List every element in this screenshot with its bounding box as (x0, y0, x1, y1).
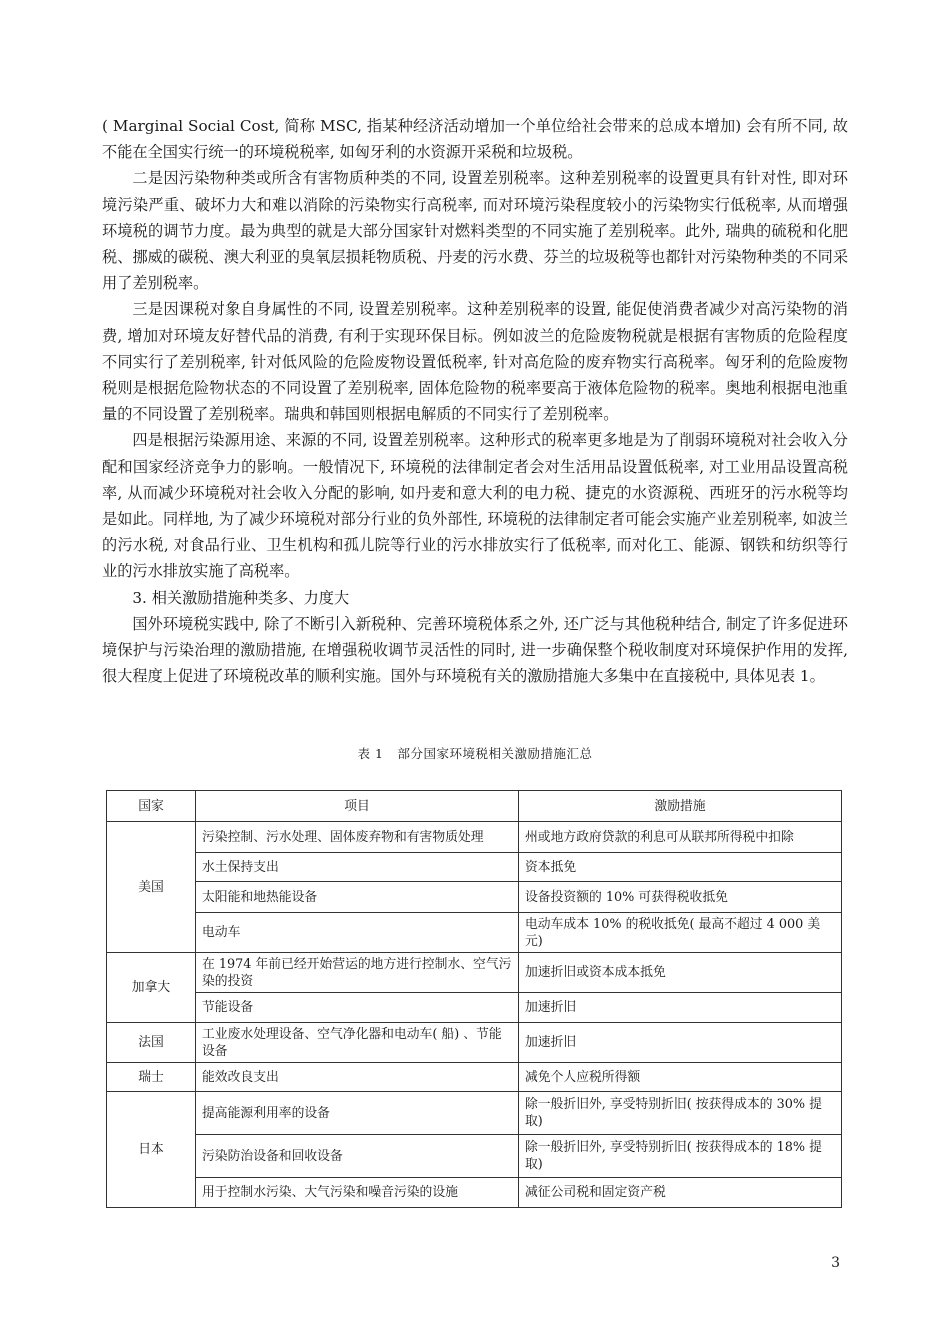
table-row (107, 913, 842, 953)
measure-cell: 加速折旧 (519, 1023, 842, 1063)
paragraph-pollution-source: 四是根据污染源用途、来源的不同, 设置差别税率。这种形式的税率更多地是为了削弱环境税对社会收入分配和国家经济竞争力的影响。一般情况下, 环境税的法律制定者会对生活用品设置低税率, 对工业用品设置高税率, 从而减少环境税对社会收入分配的影响, 如丹麦和意大利的电力税、捷克的水资源税、西班牙的污水税等均是如此。同样地, 为了减少环境税对部分行业的负外部性, 环境税的法律制定者可能会实施产业差别税率, 如波兰的污水税, 对食品行业、卫生机构和孤儿院等行业的污水排放实行了低税率, 而对化工、能源、钢铁和纺织等行业的污水排放实施了高税率。 (102, 431, 848, 581)
item-cell: 在 1974 年前已经开始营运的地方进行控制水、空气污染的投资 (196, 953, 519, 993)
item-cell: 污染控制、污水处理、固体废弃物和有害物质处理 (196, 822, 519, 853)
measure-cell: 州或地方政府贷款的利息可从联邦所得税中扣除 (519, 822, 842, 853)
paragraph-incentives: 国外环境税实践中, 除了不断引入新税种、完善环境税体系之外, 还广泛与其他税种结合, 制定了许多促进环境保护与污染治理的激励措施, 在增强税收调节灵活性的同时, 进一步确保整个税收制度对环境保护作用的发挥, 很大程度上促进了环境税改革的顺利实施。国外与环境税有关的激励措施大多集中在直接税中, 具体见表 1。 (102, 614, 848, 686)
measure-cell: 设备投资额的 10% 可获得税收抵免 (519, 882, 842, 913)
table-caption-title: 部分国家环境税相关激励措施汇总 (397, 746, 593, 761)
header-measure: 激励措施 (519, 791, 842, 822)
table-row (107, 953, 842, 993)
item-cell: 提高能源利用率的设备 (196, 1092, 519, 1135)
header-item: 项目 (196, 791, 519, 822)
paragraph-msc: ( Marginal Social Cost, 简称 MSC, 指某种经济活动增加一个单位给社会带来的总成本增加) 会有所不同, 故不能在全国实行统一的环境税税率, 如匈牙利的水资源开采税和垃圾税。 (102, 117, 848, 162)
table-row (107, 1135, 842, 1178)
table-caption-label: 表 1 (357, 746, 384, 761)
table-caption (0, 744, 950, 762)
table-row (107, 1023, 842, 1063)
page-number: 3 (831, 1255, 840, 1271)
body-text (102, 113, 848, 689)
table-row (107, 1178, 842, 1208)
table-row (107, 993, 842, 1023)
item-cell: 水土保持支出 (196, 853, 519, 882)
header-country: 国家 (107, 791, 196, 822)
item-cell: 工业废水处理设备、空气净化器和电动车( 船) 、节能设备 (196, 1023, 519, 1063)
measure-cell: 加速折旧或资本成本抵免 (519, 953, 842, 993)
country-cell: 加拿大 (107, 953, 196, 1023)
item-cell: 污染防治设备和回收设备 (196, 1135, 519, 1178)
item-cell: 能效改良支出 (196, 1063, 519, 1092)
country-cell: 日本 (107, 1092, 196, 1208)
table-row (107, 822, 842, 853)
measure-cell: 除一般折旧外, 享受特别折旧( 按获得成本的 30% 提取) (519, 1092, 842, 1135)
measure-cell: 资本抵免 (519, 853, 842, 882)
table-row (107, 882, 842, 913)
measure-cell: 减免个人应税所得额 (519, 1063, 842, 1092)
country-cell: 美国 (107, 822, 196, 953)
measure-cell: 减征公司税和固定资产税 (519, 1178, 842, 1208)
item-cell: 太阳能和地热能设备 (196, 882, 519, 913)
country-cell: 瑞士 (107, 1063, 196, 1092)
table-row (107, 1092, 842, 1135)
paragraph-object-attribute: 三是因课税对象自身属性的不同, 设置差别税率。这种差别税率的设置, 能促使消费者减少对高污染物的消费, 增加对环境友好替代品的消费, 有利于实现环保目标。例如波兰的危险废物税就是根据有害物质的危险程度不同实行了差别税率, 针对低风险的危险废物设置低税率, 针对高危险的废弃物实行高税率。匈牙利的危险废物税则是根据危险物状态的不同设置了差别税率, 固体危险物的税率要高于液体危险物的税率。奥地利根据电池重量的不同设置了差别税率。瑞典和韩国则根据电解质的不同实行了差别税率。 (102, 300, 848, 424)
table-header-row (107, 791, 842, 822)
country-cell: 法国 (107, 1023, 196, 1063)
incentives-table (106, 790, 842, 1208)
section-heading: 3. 相关激励措施种类多、力度大 (132, 588, 350, 607)
measure-cell: 除一般折旧外, 享受特别折旧( 按获得成本的 18% 提取) (519, 1135, 842, 1178)
measure-cell: 加速折旧 (519, 993, 842, 1023)
table-row (107, 1063, 842, 1092)
item-cell: 电动车 (196, 913, 519, 953)
item-cell: 用于控制水污染、大气污染和噪音污染的设施 (196, 1178, 519, 1208)
item-cell: 节能设备 (196, 993, 519, 1023)
paragraph-pollutant-type: 二是因污染物种类或所含有害物质种类的不同, 设置差别税率。这种差别税率的设置更具有针对性, 即对环境污染严重、破坏力大和难以消除的污染物实行高税率, 而对环境污染程度较小的污染物实行低税率, 从而增强环境税的调节力度。最为典型的就是大部分国家针对燃料类型的不同实施了差别税率。此外, 瑞典的硫税和化肥税、挪威的碳税、澳大利亚的臭氧层损耗物质税、丹麦的污水费、芬兰的垃圾税等也都针对污染物种类的不同采用了差别税率。 (102, 169, 848, 293)
measure-cell: 电动车成本 10% 的税收抵免( 最高不超过 4 000 美元) (519, 913, 842, 953)
table-row (107, 853, 842, 882)
